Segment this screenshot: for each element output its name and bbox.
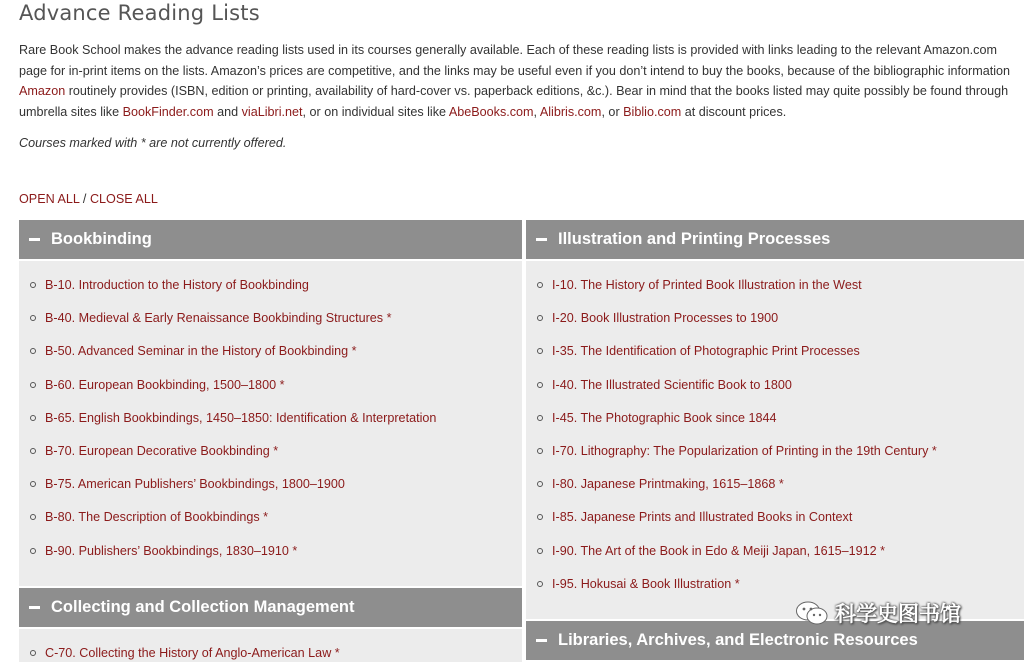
bullet-icon [30,448,36,454]
list-item [19,646,340,660]
list-item [526,544,885,558]
intro-text: and [213,104,242,119]
intro-text: , or [601,104,624,119]
collapse-icon [536,639,547,642]
list-item [526,577,740,591]
course-link[interactable]: B-70. European Decorative Bookbinding * [45,444,279,458]
list-item [526,411,777,425]
list-item [19,378,284,392]
toggle-separator: / [79,192,90,206]
panel-body-illustration [526,261,1024,619]
bullet-icon [30,282,36,288]
intro-link-vialibri-net[interactable]: viaLibri.net [241,104,303,119]
intro-text: Rare Book School makes the advance reading lists used in its courses generally available. Each of these reading lists is provided with links leading to the relevant Amazon.com page for in-print items on the lists. Amazon’s prices are competitive, and the links may be useful even if you don’t intend to buy the books, because of the bibliographic information [19,43,1011,78]
panel-title: Collecting and Collection Management [51,598,355,616]
panel-body-bookbinding [19,261,522,586]
course-link[interactable]: I-95. Hokusai & Book Illustration * [552,576,740,591]
course-link[interactable]: B-75. American Publishers’ Bookbindings, 1800–1900 [45,477,345,492]
bullet-icon [537,415,543,421]
course-link[interactable]: I-20. Book Illustration Processes to 1900 [552,311,779,326]
panel-title: Libraries, Archives, and Electronic Resources [558,631,918,649]
intro-link-alibris-com[interactable]: Alibris.com [539,104,602,119]
list-item [526,344,860,358]
collapse-icon [536,238,547,241]
panel-header-illustration[interactable] [526,220,1024,259]
intro-text: at discount prices. [681,104,787,119]
bullet-icon [537,581,543,587]
bullet-icon [537,514,543,520]
course-link[interactable]: I-80. Japanese Printmaking, 1615–1868 * [552,477,784,492]
list-item [19,544,297,558]
course-link[interactable]: B-65. English Bookbindings, 1450–1850: Identification & Interpretation [45,410,437,425]
course-link[interactable]: B-10. Introduction to the History of Bookbinding [45,278,309,292]
course-link[interactable]: B-90. Publishers’ Bookbindings, 1830–1910 * [45,543,298,558]
bullet-icon [30,348,36,354]
intro-text: , or on individual sites like [302,104,449,119]
course-link[interactable]: B-40. Medieval & Early Renaissance Bookbinding Structures * [45,311,392,326]
course-link[interactable]: I-35. The Identification of Photographic Print Processes [552,344,860,359]
bullet-icon [537,548,543,554]
bullet-icon [30,514,36,520]
toggle-all-controls [19,192,158,206]
list-item [19,278,309,292]
collapse-icon [29,606,40,609]
page-title: Advance Reading Lists [19,1,260,25]
collapse-icon [29,238,40,241]
course-link[interactable]: B-80. The Description of Bookbindings * [45,510,269,525]
panel-header-collecting[interactable] [19,588,522,627]
intro-link-abebooks-com[interactable]: AbeBooks.com [448,104,534,119]
bullet-icon [537,348,543,354]
list-item [526,311,778,325]
course-link[interactable]: I-70. Lithography: The Popularization of Printing in the 19th Century * [552,444,937,458]
open-all-link[interactable]: OPEN ALL [19,192,80,206]
list-item [19,344,357,358]
unavailable-note: Courses marked with * are not currently offered. [19,136,287,150]
bullet-icon [537,315,543,321]
bullet-icon [30,415,36,421]
bullet-icon [30,315,36,321]
list-item [19,311,392,325]
panel-body-collecting [19,629,522,662]
list-item [526,378,792,392]
list-item [19,444,278,458]
course-link[interactable]: C-70. Collecting the History of Anglo-American Law * [45,646,340,660]
course-link[interactable]: B-50. Advanced Seminar in the History of Bookbinding * [45,344,357,359]
panel-title: Illustration and Printing Processes [558,230,831,248]
intro-link-bookfinder-com[interactable]: BookFinder.com [122,104,214,119]
course-link[interactable]: I-45. The Photographic Book since 1844 [552,410,777,425]
wechat-icon [795,600,829,626]
bullet-icon [537,448,543,454]
panel-header-bookbinding[interactable] [19,220,522,259]
bullet-icon [30,382,36,388]
course-link[interactable]: I-90. The Art of the Book in Edo & Meiji Japan, 1615–1912 * [552,543,886,558]
intro-link-amazon[interactable]: Amazon [19,84,66,99]
bullet-icon [30,481,36,487]
course-link[interactable]: B-60. European Bookbinding, 1500–1800 * [45,377,285,392]
bullet-icon [30,548,36,554]
list-item [19,510,268,524]
list-item [526,444,937,458]
intro-text: , [533,104,540,119]
intro-text: routinely provides (ISBN, edition or printing, availability of hard-cover vs. paperback editions, &c.). Bear in mind that the books listed may quite possibly be found through umbrella sites like [19,84,1009,119]
course-link[interactable]: I-85. Japanese Prints and Illustrated Books in Context [552,510,853,525]
list-item [19,411,436,425]
course-link[interactable]: I-10. The History of Printed Book Illustration in the West [552,278,862,292]
close-all-link[interactable]: CLOSE ALL [89,192,158,206]
list-item [19,477,345,491]
list-item [526,510,852,524]
panel-title: Bookbinding [51,230,152,248]
bullet-icon [537,481,543,487]
intro-paragraph [19,40,1024,122]
list-item [526,278,862,292]
watermark [795,598,961,628]
course-link[interactable]: I-40. The Illustrated Scientific Book to 1800 [552,377,792,392]
bullet-icon [537,382,543,388]
bullet-icon [30,650,36,656]
intro-link-biblio-com[interactable]: Biblio.com [623,104,682,119]
list-item [526,477,784,491]
bullet-icon [537,282,543,288]
watermark-text: 科学史图书馆 [835,603,961,626]
